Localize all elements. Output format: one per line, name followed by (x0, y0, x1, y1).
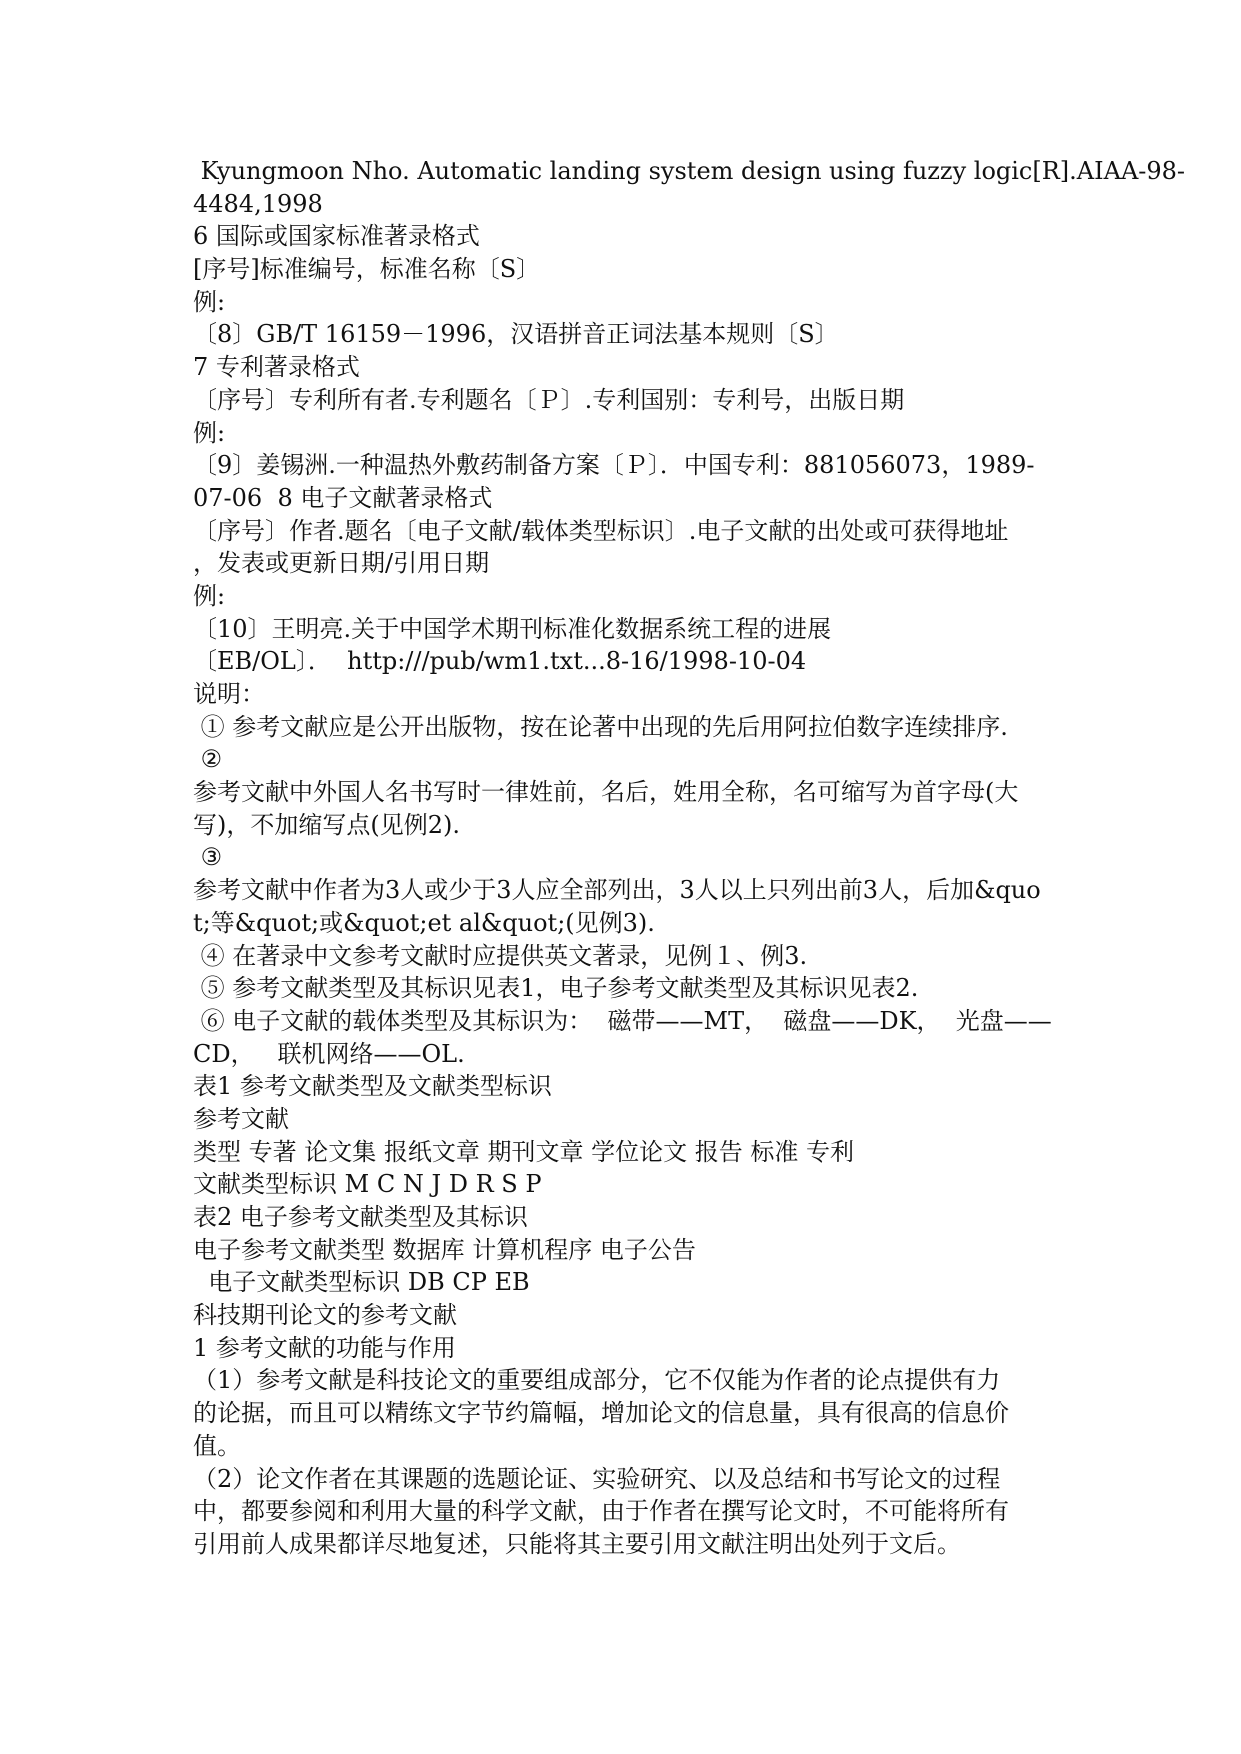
table-row: 电子文献类型标识 DB CP EB (193, 1268, 530, 1297)
text-line: 参考文献中外国人名书写时一律姓前，名后，姓用全称，名可缩写为首字母(大 (193, 778, 1019, 807)
list-item: ⑥ 电子文献的载体类型及其标识为： 磁带——MT， 磁盘——DK， 光盘—— (193, 1006, 1052, 1035)
text-line: 〔EB/OL〕． http:///pub/wm1.txt...8-16/1998-10-04 (193, 647, 807, 676)
section-heading: 7 专利著录格式 (193, 353, 360, 382)
table-caption: 表1 参考文献类型及文献类型标识 (193, 1072, 552, 1101)
text-line: 引用前人成果都详尽地复述，只能将其主要引用文献注明出处列于文后。 (193, 1529, 961, 1558)
table-row: 电子参考文献类型 数据库 计算机程序 电子公告 (193, 1235, 696, 1264)
text-line: 4484,1998 (193, 189, 323, 218)
text-line: 〔10〕王明亮.关于中国学术期刊标准化数据系统工程的进展 (193, 614, 832, 643)
text-line: ，发表或更新日期/引用日期 (193, 549, 490, 578)
text-line: 〔8〕GB/T 16159－1996，汉语拼音正词法基本规则〔S〕 (193, 320, 839, 349)
text-line: 例: (193, 418, 226, 447)
text-line: 例: (193, 287, 226, 316)
document-body (193, 155, 1186, 1561)
text-line: 〔序号〕专利所有者.专利题名〔Ｐ〕.专利国别：专利号，出版日期 (193, 385, 905, 414)
text-line: （2）论文作者在其课题的选题论证、实验研究、以及总结和书写论文的过程 (193, 1464, 1001, 1493)
text-line: 的论据，而且可以精练文字节约篇幅，增加论文的信息量，具有很高的信息价 (193, 1399, 1009, 1428)
list-item: ③ (193, 843, 223, 872)
text-line: 中，都要参阅和利用大量的科学文献，由于作者在撰写论文时，不可能将所有 (193, 1497, 1009, 1526)
text-line: 值。 (193, 1431, 241, 1460)
text-line: 〔9〕姜锡洲.一种温热外敷药制备方案〔Ｐ〕．中国专利：881056073，1989- (193, 451, 1035, 480)
text-line: 例: (193, 581, 226, 610)
text-line: t;等&quot;或&quot;et al&quot;(见例3). (193, 908, 655, 937)
text-line: 写)，不加缩写点(见例2). (193, 810, 460, 839)
list-item: ④ 在著录中文参考文献时应提供英文著录，见例１、例3. (193, 941, 808, 970)
text-line: 参考文献中作者为3人或少于3人应全部列出，3人以上只列出前3人，后加&quo (193, 876, 1041, 905)
section-heading: 科技期刊论文的参考文献 (193, 1301, 457, 1330)
list-item: ⑤ 参考文献类型及其标识见表1，电子参考文献类型及其标识见表2. (193, 974, 919, 1003)
table-row: 文献类型标识 M C N J D R S P (193, 1170, 542, 1199)
table-row: 类型 专著 论文集 报纸文章 期刊文章 学位论文 报告 标准 专利 (193, 1137, 855, 1166)
text-line: [序号]标准编号，标准名称〔S〕 (193, 255, 541, 284)
table-row: 参考文献 (193, 1104, 289, 1133)
text-line: 〔序号〕作者.题名〔电子文献/载体类型标识〕.电子文献的出处或可获得地址 (193, 516, 1009, 545)
table-caption: 表2 电子参考文献类型及其标识 (193, 1203, 528, 1231)
section-heading: 1 参考文献的功能与作用 (193, 1333, 456, 1362)
list-item: ① 参考文献应是公开出版物，按在论著中出现的先后用阿拉伯数字连续排序. (193, 712, 1008, 741)
section-heading: 6 国际或国家标准著录格式 (193, 222, 480, 251)
list-item: ② (193, 745, 223, 774)
text-line: （1）参考文献是科技论文的重要组成部分，它不仅能为作者的论点提供有力 (193, 1366, 1001, 1395)
text-line: Kyungmoon Nho. Automatic landing system design using fuzzy logic[R].AIAA-98- (193, 157, 1186, 185)
text-line: 07-06 8 电子文献著录格式 (193, 483, 493, 512)
text-line: 说明： (193, 680, 265, 708)
text-line: CD， 联机网络——OL. (193, 1039, 465, 1068)
